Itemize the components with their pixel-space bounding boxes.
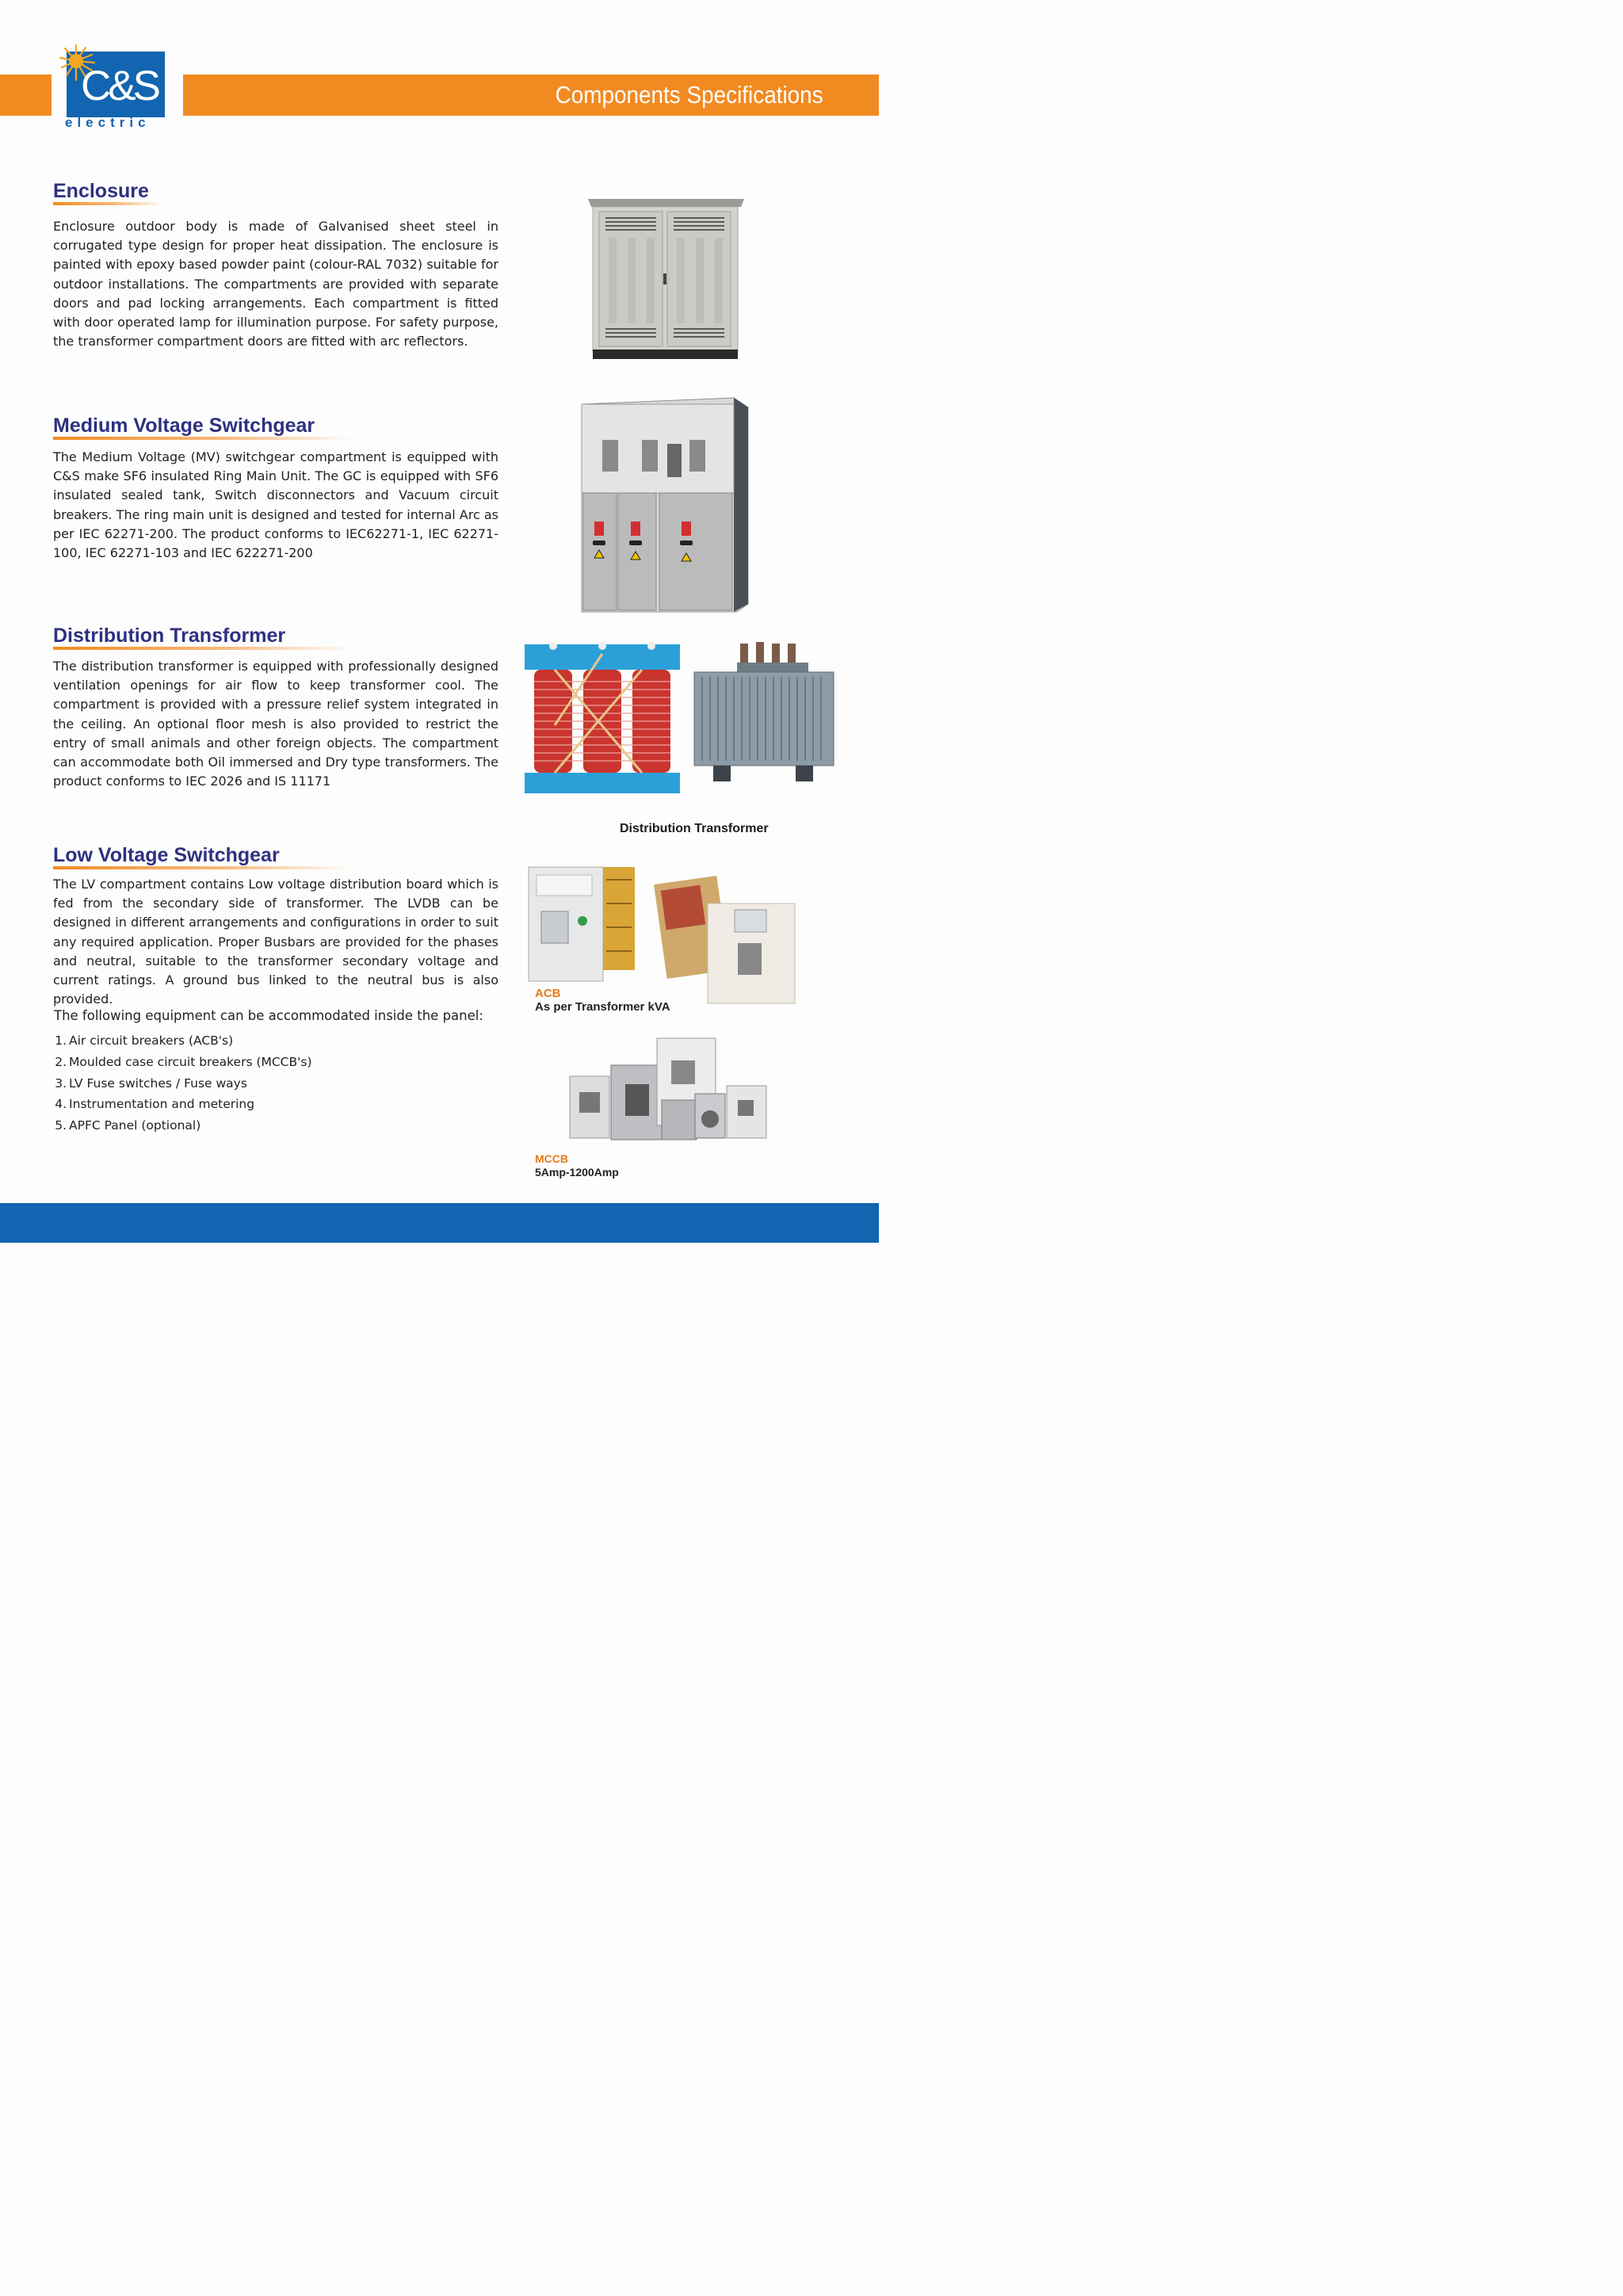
acb-caption-subtitle: As per Transformer kVA [535, 1000, 670, 1014]
enclosure-image [585, 194, 747, 361]
list-item: 1. Air circuit breakers (ACB's) [55, 1033, 234, 1048]
logo-text: C&S [81, 63, 158, 109]
list-item: 4. Instrumentation and metering [55, 1097, 255, 1112]
acb-image [527, 864, 796, 1007]
section-body-enclosure: Enclosure outdoor body is made of Galvanised sheet steel in corrugated type design for proper heat dissipation. The enclosure is painted with epoxy based powder paint (colour-RAL 7032) suitable for outdoor installations. The compartments are provided with separate doors and pad locking arrangements. Each compartment is fitted with door operated lamp for illumination purpose. For safety purpose, the transformer compartment doors are fitted with arc reflectors. [53, 219, 498, 350]
section-body-lv-switchgear: The LV compartment contains Low voltage distribution board which is fed from the secondary side of transformer. The LVDB can be designed in different arrangements and configurations in order to suit any required application. Proper Busbars are provided for the phases and neutral, suitable to the transformer secondary voltage and current ratings. A ground bus linked to the neutral bus is also provided. [53, 877, 498, 1007]
logo-subtext: electric [65, 115, 151, 130]
mv-switchgear-image [579, 396, 751, 614]
header-bar-left [0, 74, 52, 116]
mccb-caption-subtitle: 5Amp-1200Amp [535, 1166, 619, 1179]
section-title-mv-switchgear: Medium Voltage Switchgear [53, 415, 315, 437]
section-underline [53, 437, 354, 440]
section-body-mv-switchgear: The Medium Voltage (MV) switchgear compartment is equipped with C&S make SF6 insulated Ring Main Unit. The GC is equipped with SF6 insulated sealed tank, Switch disconnectors and Vacuum circuit breakers. The ring main unit is designed and tested for internal Arc as per IEC 62271-200. The product conforms to IEC62271-1, IEC 62271-100, IEC 62271-103 and IEC 622271-200 [53, 449, 498, 561]
section-underline [53, 866, 354, 869]
section-title-enclosure: Enclosure [53, 180, 149, 202]
acb-caption-title: ACB [535, 987, 561, 1000]
list-item: 3. LV Fuse switches / Fuse ways [55, 1075, 247, 1091]
footer-bar [0, 1203, 879, 1243]
section-underline [53, 647, 354, 650]
image-caption-distribution-transformer: Distribution Transformer [620, 822, 769, 835]
oil-transformer-image [689, 642, 838, 785]
mccb-caption-title: MCCB [535, 1152, 568, 1165]
section-body-distribution-transformer: The distribution transformer is equipped with professionally designed ventilation openings for air flow to keep transformer cool. The compartment is provided with a pressure relief system integrated in the ceiling. An optional floor mesh is also provided to restrict the entry of small animals and other foreign objects. The compartment can accommodate both Oil immersed and Dry type transformers. The product conforms to IEC 2026 and IS 11171 [53, 659, 498, 789]
section-title-lv-switchgear: Low Voltage Switchgear [53, 844, 280, 866]
mccb-image [559, 1037, 773, 1152]
dry-transformer-image [523, 638, 682, 798]
equipment-list [51, 1031, 312, 1137]
company-logo [67, 52, 165, 117]
section-underline [53, 202, 164, 205]
list-item: 5. APFC Panel (optional) [55, 1118, 201, 1133]
list-item: 2. Moulded case circuit breakers (MCCB's) [55, 1054, 312, 1069]
section-title-distribution-transformer: Distribution Transformer [53, 625, 286, 647]
page-title: Components Specifications [555, 81, 823, 109]
equipment-list-intro: The following equipment can be accommodated inside the panel: [54, 1008, 483, 1023]
